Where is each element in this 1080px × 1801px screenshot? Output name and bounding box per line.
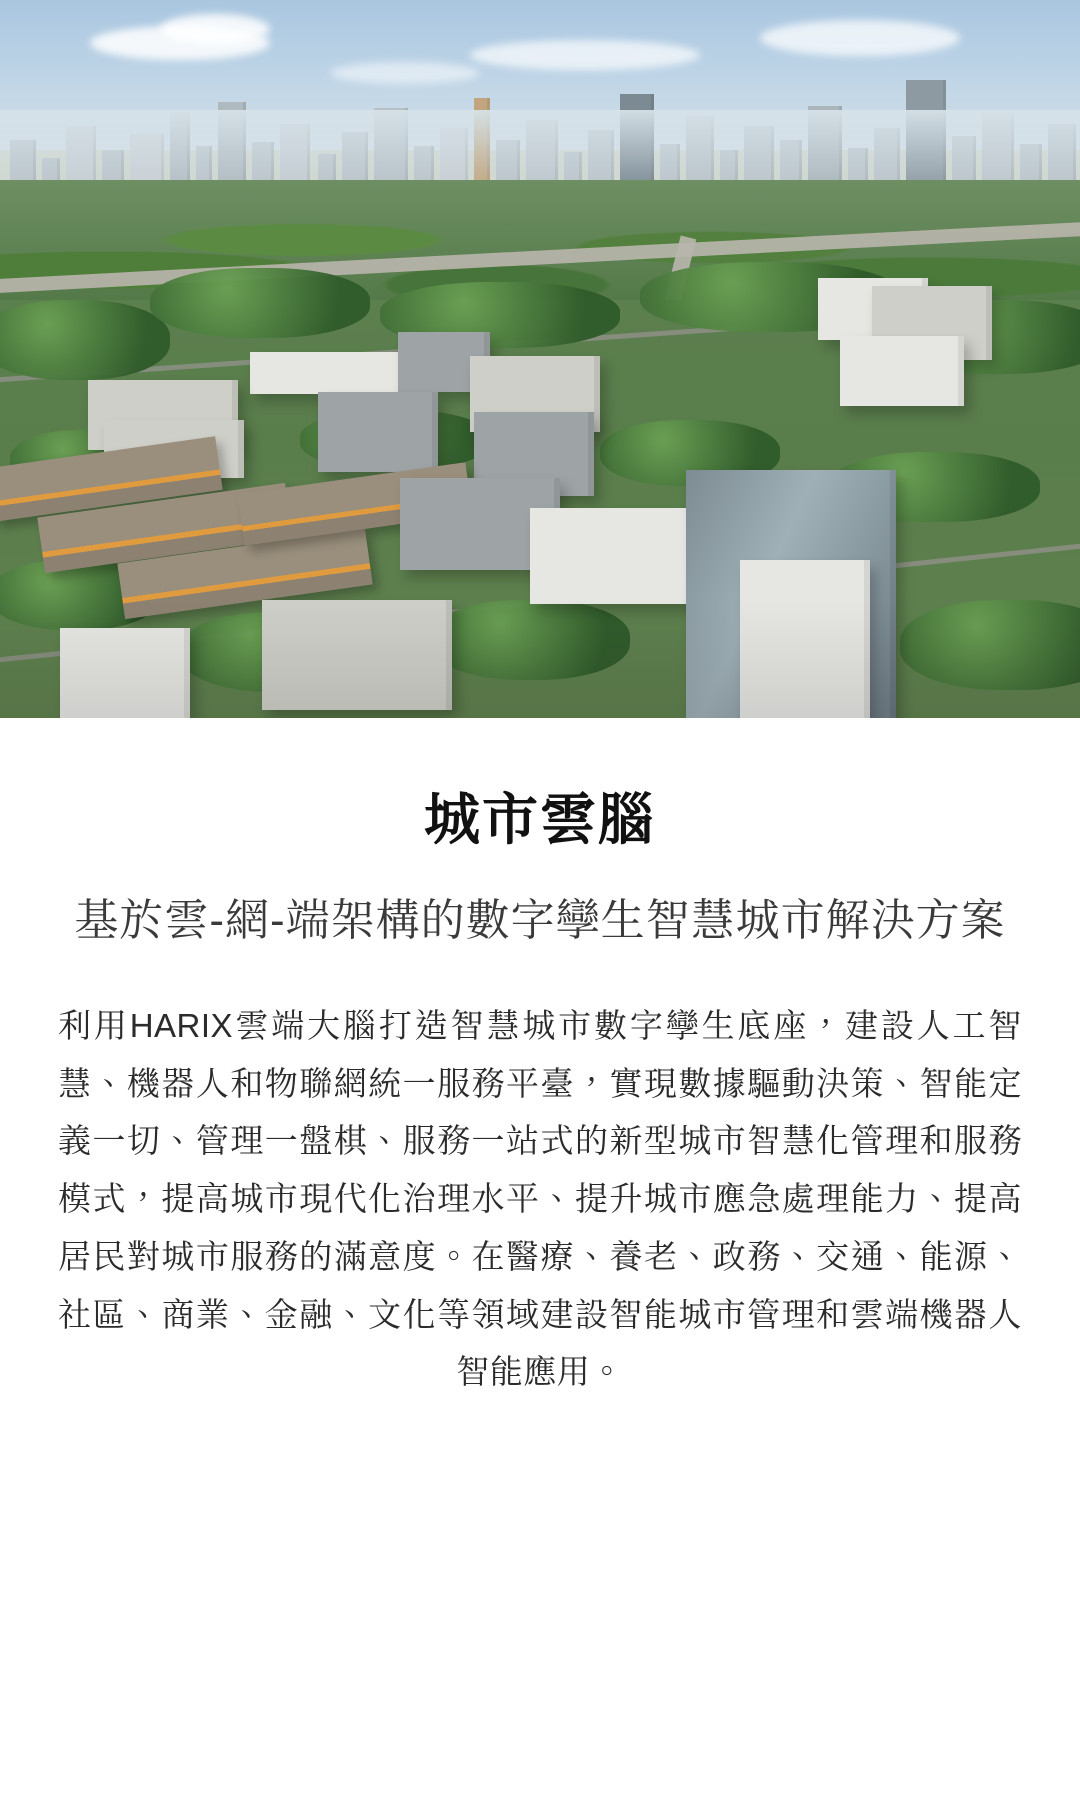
cloud-icon bbox=[330, 62, 480, 84]
tree-cluster bbox=[430, 600, 630, 680]
building bbox=[318, 392, 438, 472]
page-title: 城市雲腦 bbox=[424, 788, 656, 851]
building bbox=[530, 508, 700, 604]
building bbox=[250, 352, 410, 394]
cloud-icon bbox=[760, 20, 960, 56]
tree-cluster bbox=[150, 268, 370, 338]
building bbox=[60, 628, 190, 718]
building bbox=[262, 600, 452, 710]
building bbox=[840, 336, 964, 406]
article-content bbox=[0, 718, 1080, 1401]
cloud-icon bbox=[160, 14, 270, 44]
cloud-icon bbox=[470, 40, 700, 70]
body-paragraph: 利用HARIX雲端大腦打造智慧城市數字孿生底座，建設人工智慧、機器人和物聯網統一服務平臺，實現數據驅動決策、智能定義一切、管理一盤棋、服務一站式的新型城市智慧化管理和服務模式，提高城市現代化治理水平、提升城市應急處理能力、提高居民對城市服務的滿意度。在醫療、養老、政務、交通、能源、社區、商業、金融、文化等領域建設智能城市管理和雲端機器人智能應用。 bbox=[58, 1006, 1022, 1391]
page-subtitle: 基於雲-網-端架構的數字孿生智慧城市解決方案 bbox=[74, 896, 1006, 946]
building bbox=[740, 560, 870, 718]
tree-cluster bbox=[0, 300, 170, 380]
hero-image bbox=[0, 0, 1080, 718]
tree-cluster bbox=[900, 600, 1080, 690]
atmosphere-haze bbox=[0, 110, 1080, 190]
